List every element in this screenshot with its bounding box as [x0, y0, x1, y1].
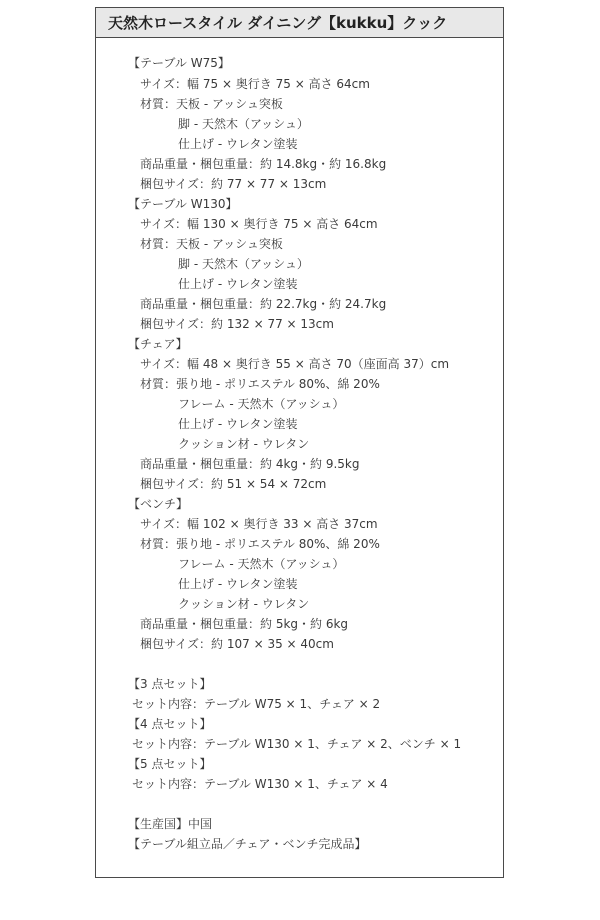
section-heading: 【テーブル W75】 — [128, 56, 230, 70]
spec-line: 梱包サイズ：約 51 × 54 × 72cm — [140, 477, 327, 491]
spec-line: 材質：天板 - アッシュ突板 — [140, 237, 283, 251]
spec-line: 梱包サイズ：約 107 × 35 × 40cm — [140, 637, 334, 651]
section-heading: 【チェア】 — [128, 337, 188, 351]
spec-line: クッション材 - ウレタン — [178, 437, 310, 451]
spec-line: 仕上げ - ウレタン塗装 — [178, 577, 298, 591]
spec-line: 仕上げ - ウレタン塗装 — [178, 137, 298, 151]
spec-line: サイズ：幅 48 × 奥行き 55 × 高さ 70（座面高 37）cm — [140, 357, 450, 371]
section-heading: 【3 点セット】 — [128, 677, 212, 691]
spec-line: 脚 - 天然木（アッシュ） — [178, 117, 309, 131]
spec-line: サイズ：幅 130 × 奥行き 75 × 高さ 64cm — [140, 217, 378, 231]
spec-line: 商品重量・梱包重量：約 4kg・約 9.5kg — [140, 457, 360, 471]
set-contents: セット内容：テーブル W75 × 1、チェア × 2 — [132, 697, 381, 711]
spec-line: 脚 - 天然木（アッシュ） — [178, 257, 309, 271]
page-title: 天然木ロースタイル ダイニング【kukku】クック — [108, 14, 448, 32]
spec-line: フレーム - 天然木（アッシュ） — [178, 557, 345, 571]
spec-line: 材質：張り地 - ポリエステル 80%、綿 20% — [140, 377, 380, 391]
panel-header — [96, 8, 503, 38]
section-heading: 【4 点セット】 — [128, 717, 212, 731]
spec-line: 梱包サイズ：約 132 × 77 × 13cm — [140, 317, 334, 331]
assembly-note: 【テーブル組立品／チェア・ベンチ完成品】 — [128, 837, 367, 851]
set-contents: セット内容：テーブル W130 × 1、チェア × 2、ベンチ × 1 — [132, 737, 462, 751]
origin-line: 【生産国】中国 — [128, 817, 213, 831]
spec-line: 仕上げ - ウレタン塗装 — [178, 277, 298, 291]
spec-line: 材質：天板 - アッシュ突板 — [140, 97, 283, 111]
spec-line: 商品重量・梱包重量：約 14.8kg・約 16.8kg — [140, 157, 387, 171]
section-heading: 【テーブル W130】 — [128, 197, 238, 211]
spec-line: 仕上げ - ウレタン塗装 — [178, 417, 298, 431]
spec-line: サイズ：幅 102 × 奥行き 33 × 高さ 37cm — [140, 517, 378, 531]
spec-line: 材質：張り地 - ポリエステル 80%、綿 20% — [140, 537, 380, 551]
spec-line: フレーム - 天然木（アッシュ） — [178, 397, 345, 411]
spec-line: 梱包サイズ：約 77 × 77 × 13cm — [140, 177, 327, 191]
spec-line: サイズ：幅 75 × 奥行き 75 × 高さ 64cm — [140, 77, 370, 91]
section-heading: 【ベンチ】 — [128, 497, 189, 511]
section-heading: 【5 点セット】 — [128, 757, 212, 771]
spec-line: クッション材 - ウレタン — [178, 597, 310, 611]
set-contents: セット内容：テーブル W130 × 1、チェア × 4 — [132, 777, 388, 791]
spec-line: 商品重量・梱包重量：約 22.7kg・約 24.7kg — [140, 297, 387, 311]
spec-line: 商品重量・梱包重量：約 5kg・約 6kg — [140, 617, 349, 631]
